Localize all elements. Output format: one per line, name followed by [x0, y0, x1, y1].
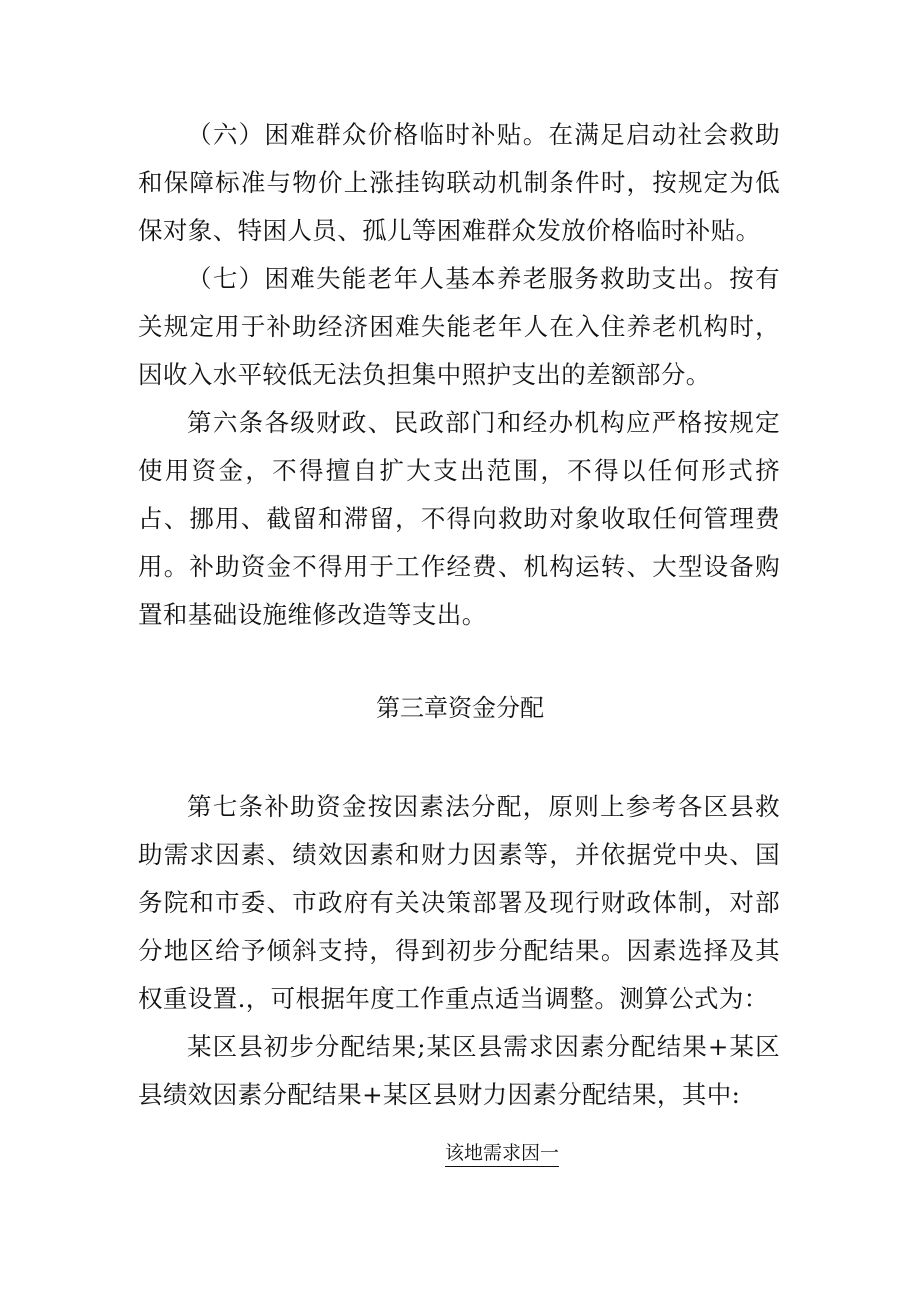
paragraph-article-7: 第七条补助资金按因素法分配，原则上参考各区县救助需求因素、绩效因素和财力因素等，并依据党中央、国务院和市委、市政府有关决策部署及现行财政体制，对部分地区给予倾斜支持，得到初步分配结果。因素选择及其权重设置.，可根据年度工作重点适当调整。测算公式为：	[138, 792, 780, 1013]
formula-fragment-text: 该地需求因一	[445, 1142, 559, 1167]
paragraph-item-6-price-subsidy: （六）困难群众价格临时补贴。在满足启动社会救助和保障标准与物价上涨挂钩联动机制条件时，按规定为低保对象、特困人员、孤儿等困难群众发放价格临时补贴。	[138, 120, 780, 245]
paragraph-article-6: 第六条各级财政、民政部门和经办机构应严格按规定使用资金，不得擅自扩大支出范围，不得以任何形式挤占、挪用、截留和滞留，不得向救助对象收取任何管理费用。补助资金不得用于工作经费、机构运转、大型设备购置和基础设施维修改造等支出。	[138, 408, 780, 629]
chapter-heading: 第三章资金分配	[376, 694, 544, 722]
paragraph-item-7-elderly-care: （七）困难失能老年人基本养老服务救助支出。按有关规定用于补助经济困难失能老年人在入住养老机构时，因收入水平较低无法负担集中照护支出的差额部分。	[138, 264, 780, 389]
paragraph-formula: 某区县初步分配结果;某区县需求因素分配结果+某区县绩效因素分配结果+某区县财力因素分配结果，其中:	[138, 1032, 780, 1109]
formula-fragment	[0, 1140, 920, 1166]
